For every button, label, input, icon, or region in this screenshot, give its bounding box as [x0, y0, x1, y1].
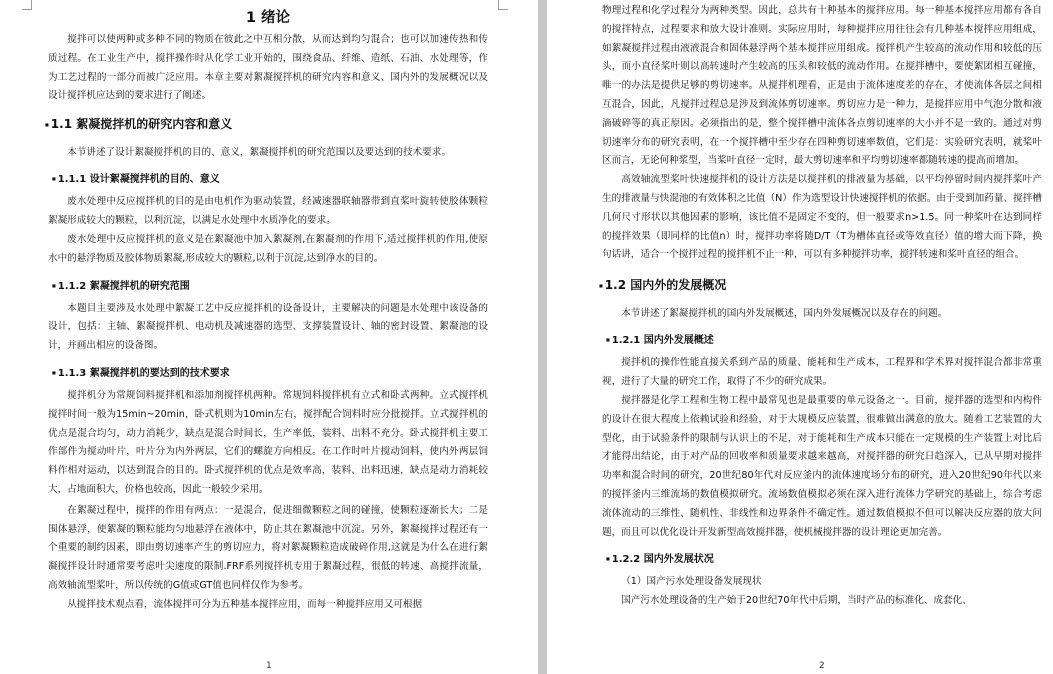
page-number: 1 — [266, 661, 272, 671]
section-heading-1-2: ■ 1.2 国内外的发展概况 — [599, 275, 1042, 296]
paragraph: 搅拌机分为常规饲料搅拌机和添加剂搅拌机两种。常规饲料搅拌机有立式和卧式两种。立式搅拌机搅拌时间一般为15min~20min，卧式机则为10min左右，搅拌配合饲料时应分批搅拌。立式搅拌机的优点是混合均匀，动力消耗少，缺点是混合时间长，生产率低，装料、出料不充分。卧式搅拌机主要工作部件为搅动叶片，叶片分为内外两层，它们的螺旋方向相反。在工作时叶片搅动饲料，使内外两层饲料作相对运动，以达到混合的目的。卧式搅拌机的优点是效率高，装料、出料迅速，缺点是动力消耗较大，占地面积大，价格也较高，因此一般较少采用。 — [48, 390, 488, 496]
page-number: 2 — [819, 661, 825, 671]
section-heading-1-2-2: ■ 1.2.2 国内外发展状况 — [606, 550, 1042, 569]
paragraph: 搅拌机的操作性能直接关系到产品的质量、能耗和生产成本，工程界和学术界对搅拌混合都非常重视，进行了大量的研究工作，取得了不少的研究成果。 — [602, 357, 1042, 388]
section-heading-1-1-3: ■ 1.1.3 絮凝搅拌机的要达到的技术要求 — [52, 364, 488, 383]
section-heading-1-2-1: ■ 1.2.1 国内外发展概述 — [606, 331, 1042, 350]
margin-mark — [498, 0, 508, 10]
paragraph: 废水处理中反应搅拌机的目的是由电机作为驱动装置，经减速器联轴器带到直桨叶旋转使胶体颗粒絮凝形成较大的颗粒，以利沉淀，以满足水处理中水质净化的要求。 — [48, 196, 488, 227]
section-heading-1-1-1: ■ 1.1.1 设计絮凝搅拌机的目的、意义 — [52, 170, 488, 189]
paragraph: 在絮凝过程中，搅拌的作用有两点：一是混合，促进细微颗粒之间的碰撞，使颗粒逐渐长大；二是围体悬浮，使絮凝的颗粒能均匀地悬浮在液体中，防止其在絮凝池中沉淀。另外，絮凝搅拌过程还有一个重要的制约因素，即由剪切速率产生的剪切应力，将对絮凝颗粒造成破碎作用,这就是为什么在进行絮凝搅拌设计时通常要考虑叶尖速度的限制.FRF系列搅拌机专用于絮凝过程，很低的转速、高搅拌流量，高效轴流型桨叶，所以传统的G值或GT值也同样仅作为参考。 — [48, 504, 488, 592]
section-heading-1-1: ■ 1.1 絮凝搅拌机的研究内容和意义 — [45, 114, 488, 135]
paragraph-continued: 物理过程和化学过程分为两种类型。因此，总共有十种基本的搅拌应用。每一种基本搅拌应用都有各自的搅拌特点，过程要求和放大设计准则。实际应用时，每种搅拌应用往往会有几种基本搅拌应用组成，如絮凝搅拌过程由液液混合和固体悬浮两个基本搅拌应用组成。搅拌机产生较高的流动作用和较低的压头，而小直径桨叶则以高转速时产生较高的压头和较低的流动作用。在搅拌槽中，要使絮团相互碰撞，唯一的办法是提供足够的剪切速率。从搅拌机理看，正是由于流体速度差的存在，才使流体各层之间相互混合，因此，凡搅拌过程总是涉及到流体剪切速率。剪切应力是一种力，是搅拌应用中气泡分散和液滴破碎等的真正原因。必须指出的是，整个搅拌槽中流体各点剪切速率的大小并不是一致的。通过对剪切速率分布的研究表明，在一个搅拌槽中至少存在四种剪切速率数值，它们是：实验研究表明，就桨叶区而言，无论何种浆型，当桨叶直径一定时，最大剪切速率和平均剪切速率都随转速的提高而增加。 — [602, 5, 1042, 167]
chapter-intro: 搅拌可以使两种或多种不同的物质在彼此之中互相分散，从而达到均匀混合；也可以加速传热和传质过程。在工业生产中，搅拌操作时从化学工业开始的，围绕食品、纤维、造纸、石油、水处理等，作为工艺过程的一部分而被广泛应用。本章主要对絮凝搅拌机的研究内容和意义、国内外的发展概况以及设计搅拌机应达到的要求进行了阐述。 — [48, 34, 488, 102]
section-heading-1-1-2: ■ 1.1.2 絮凝搅拌机的研究范围 — [52, 277, 488, 296]
paragraph: 废水处理中反应搅拌机的意义是在絮凝池中加入絮凝剂,在絮凝剂的作用下,适过搅拌机的作用,使原水中的悬浮物质及胶体物质絮凝,形成较大的颗粒,以利于沉淀,达到净水的目的。 — [48, 234, 488, 264]
section-1-2-text: 本节讲述了絮凝搅拌机的国内外发展概述，国内外发展概况以及存在的问题。 — [621, 307, 948, 319]
document-page-2 — [547, 0, 1053, 674]
paragraph: 高效轴流型桨叶快速搅拌机的设计方法是以搅拌机的排液量为基础，以平均停留时间内搅拌桨叶产生的排液量与快混池的有效体积之比值（N）作为选型设计快速搅拌机的依据。由于受到加药量、搅拌槽几何尺寸形状以其他因素的影响，该比值不是固定不变的，但一般要求n>1.5。同一种桨叶在达到同样的搅拌效果（即同样的比值n）时，搅拌功率将随D/T（T为槽体直径或等效直径）值的增大而下降，换句话讲，适合一个搅拌过程的搅拌机不止一种，可以有多种搅拌功率，搅拌转速和桨叶直径的组合。 — [602, 174, 1042, 261]
paragraph: 搅拌器是化学工程和生物工程中最常见也是最重要的单元设备之一。目前，搅拌器的选型和内构件的设计在很大程度上依赖试验和经验，对于大规模反应装置，很难做出满意的放大。随着工艺装置的大型化，由于试验条件的限制与认识上的不足，对于能耗和生产成本只能在一定规模的生产装置上对比后才能得出结论，由于对产品的回收率和质量要求越来越高，对搅拌器的研究日趋深入，已从早期对搅拌功率和混合时间的研究，20世纪80年代对反应釜内的流体速度场分布的研究，进入20世纪90年代以来的搅拌釜内三维流场的数值模拟研究。流场数值模拟必须在深入进行流体力学研究的基础上，综合考虑流体流动的三维性、随机性、非线性和边界条件不确定性。通过数值模拟不但可以解决反应器的放大问题，而且可以优化设计开发新型高效搅拌器，使机械搅拌器的设计理论更加完善。 — [602, 395, 1042, 538]
page-2-content — [602, 2, 1042, 611]
subheading: （1）国产污水处理设备发展现状 — [621, 576, 762, 588]
chapter-title: 1 绪论 — [245, 10, 291, 26]
margin-mark — [22, 0, 32, 10]
paragraph: 本题目主要涉及水处理中絮凝工艺中反应搅拌机的设备设计，主要解决的问题是水处理中该设备的设计，包括：主轴、絮凝搅拌机、电动机及减速器的选型、支撑装置设计、轴的密封设置、絮凝池的设计，并画出相应的设备图。 — [48, 302, 488, 352]
page-1-content — [48, 6, 488, 615]
paragraph: 国产污水处理设备的生产始于20世纪70年代中后期，当时产品的标准化、成套化、 — [621, 595, 972, 607]
section-1-1-text: 本节讲述了设计絮凝搅拌机的目的、意义，絮凝搅拌机的研究范围以及要达到的技术要求。 — [67, 146, 451, 158]
paragraph: 从搅拌技术观点看，流体搅拌可分为五种基本搅拌应用，而每一种搅拌应用又可根据 — [67, 598, 423, 610]
